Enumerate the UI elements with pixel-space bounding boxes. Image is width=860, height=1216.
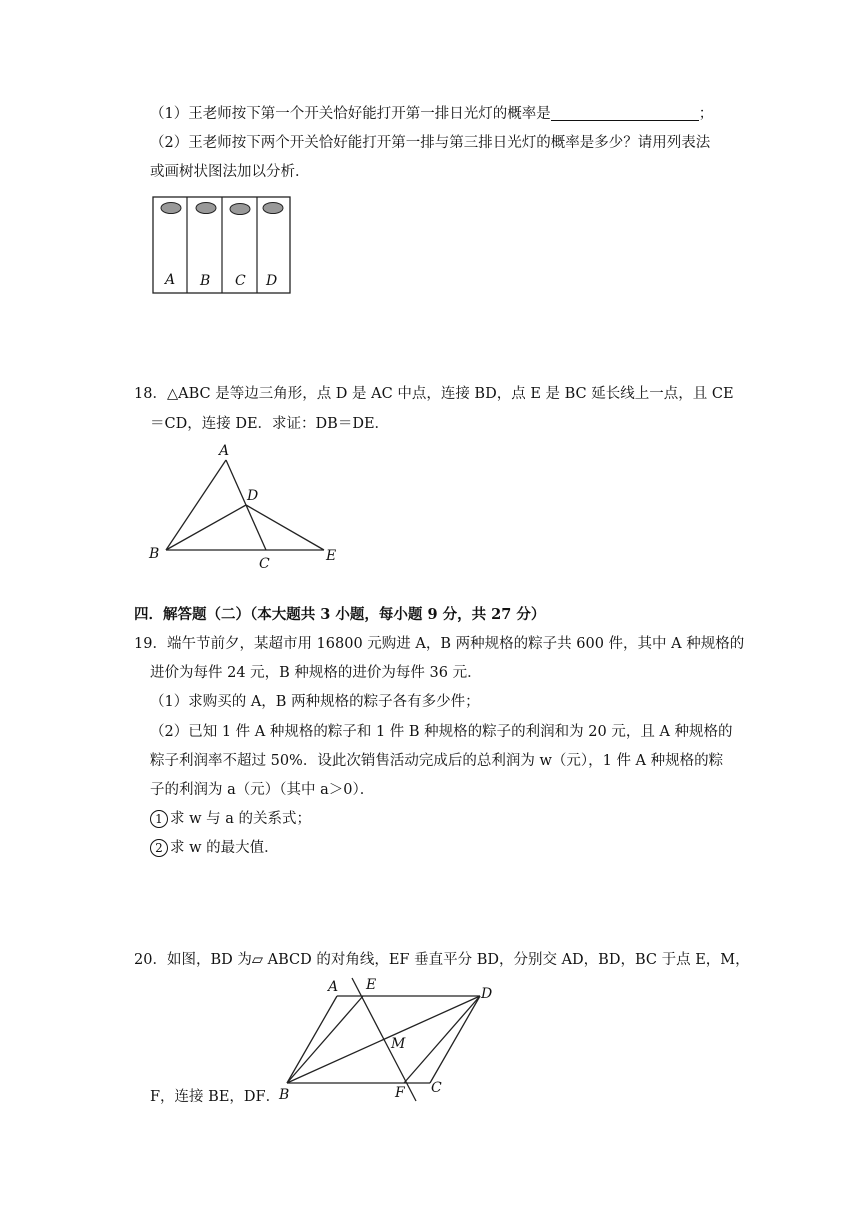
q19-line1: 19．端午节前夕，某超市用 16800 元购进 A，B 两种规格的粽子共 600 件，其中 A 种规格的 (134, 636, 745, 652)
circled-number-2: 2 (150, 839, 168, 857)
segment-bd (166, 505, 246, 550)
point-label-d: D (481, 986, 493, 1002)
answer-blank[interactable] (551, 104, 699, 121)
segment-ab (166, 460, 226, 550)
switch-button-d (263, 203, 283, 214)
segment-dc (430, 996, 480, 1083)
q17-part2-line2: 或画树状图法加以分析． (150, 164, 310, 180)
q17-part1: （1）王老师按下第一个开关恰好能打开第一排日光灯的概率是 ； (150, 106, 714, 122)
point-label-a: A (328, 979, 339, 995)
segment-de (246, 505, 324, 550)
q19-sub1: 1 求 w 与 a 的关系式； (150, 809, 311, 829)
point-label-c: C (431, 1080, 442, 1096)
q19-sub2: 2 求 w 的最大值． (150, 838, 279, 858)
q18-line1: 18．△ABC 是等边三角形，点 D 是 AC 中点，连接 BD，点 E 是 BC 延长线上一点，且 CE (134, 386, 734, 402)
q19-part1: （1）求购买的 A，B 两种规格的粽子各有多少件； (150, 694, 480, 710)
switch-label-b: B (200, 273, 211, 289)
point-label-b: B (149, 546, 160, 562)
point-label-c: C (259, 556, 270, 572)
switch-label-a: A (165, 272, 176, 288)
section-heading: 四．解答题（二）（本大题共 3 小题，每小题 9 分，共 27 分） (134, 606, 546, 623)
switch-label-d: D (266, 273, 278, 289)
point-label-a: A (219, 443, 230, 459)
parallelogram-figure (270, 975, 510, 1105)
q19-part2-line3: 子的利润为 a（元）（其中 a＞0）． (150, 782, 375, 798)
segment-df (404, 996, 480, 1083)
switch-button-c (230, 204, 250, 215)
circled-number-1: 1 (150, 810, 168, 828)
switch-panel-figure (152, 196, 292, 296)
q20-line2: F，连接 BE，DF． (150, 1089, 281, 1105)
switch-label-c: C (235, 273, 246, 289)
point-label-b: B (279, 1087, 290, 1103)
q19-part2-line1: （2）已知 1 件 A 种规格的粽子和 1 件 B 种规格的粽子的利润和为 20 元，且 A 种规格的 (150, 724, 733, 740)
q17-part2-line1: （2）王老师按下两个开关恰好能打开第一排与第三排日光灯的概率是多少？请用列表法 (150, 135, 711, 151)
q19-part2-line2: 粽子利润率不超过 50%．设此次销售活动完成后的总利润为 w（元），1 件 A 种规格的粽 (150, 753, 724, 769)
point-label-m: M (391, 1036, 406, 1052)
q19-line2: 进价为每件 24 元，B 种规格的进价为每件 36 元． (150, 665, 482, 681)
point-label-e: E (326, 548, 337, 564)
q18-line2: ＝CD，连接 DE．求证：DB＝DE． (150, 416, 390, 432)
q20-line1: 20．如图，BD 为▱ ABCD 的对角线，EF 垂直平分 BD，分别交 AD，BD，BC 于点 E，M， (134, 952, 750, 968)
segment-ab (287, 996, 337, 1083)
triangle-figure (140, 440, 350, 575)
switch-button-a (161, 203, 181, 214)
point-label-e: E (366, 977, 377, 993)
switch-button-b (196, 203, 216, 214)
segment-be (287, 996, 363, 1083)
point-label-d: D (247, 488, 259, 504)
point-label-f: F (395, 1085, 405, 1101)
